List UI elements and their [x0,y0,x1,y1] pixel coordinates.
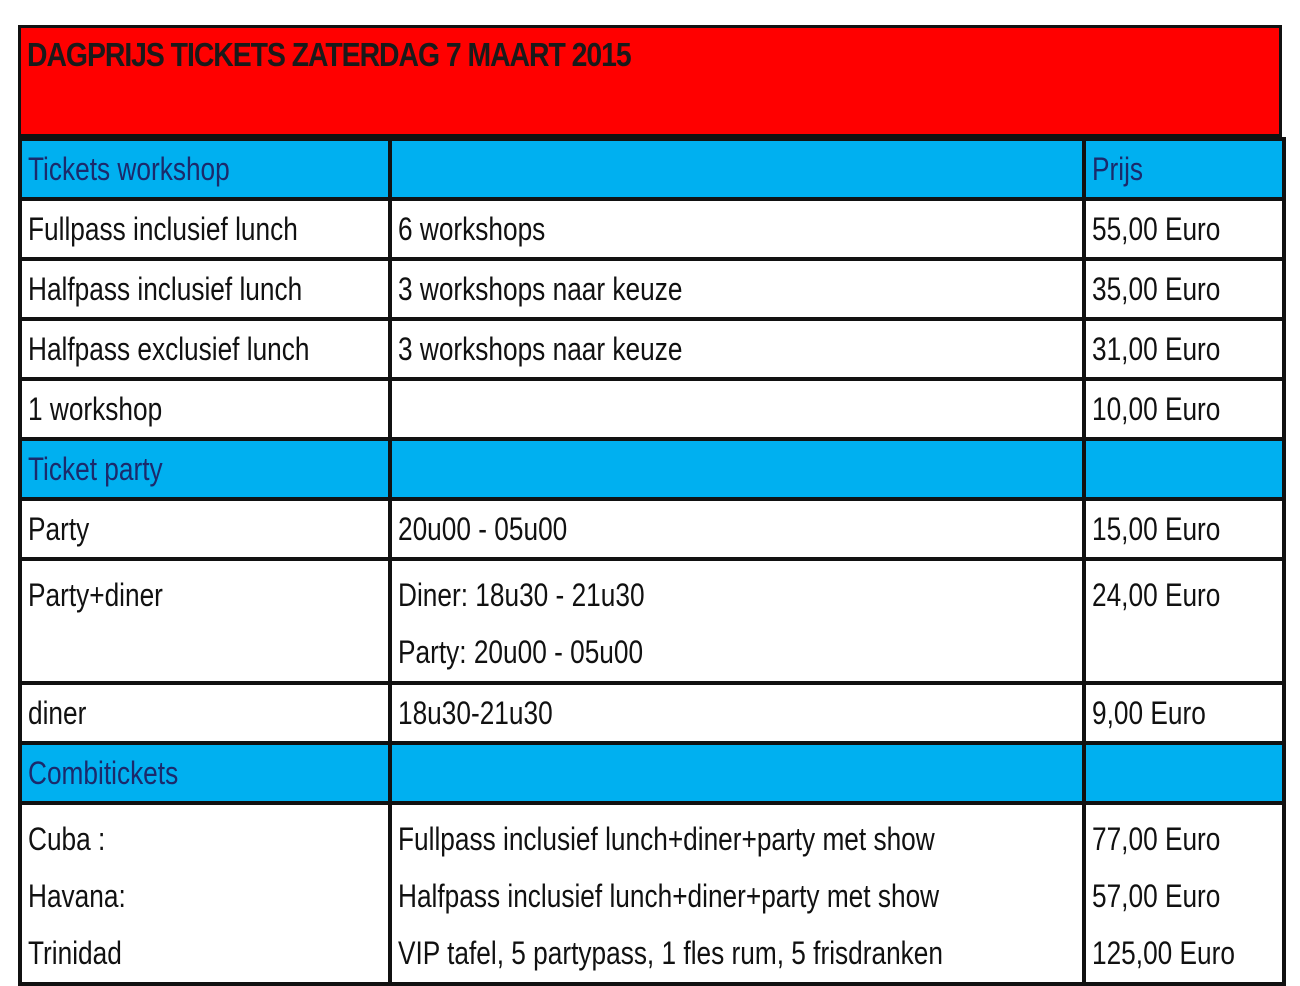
section-description [390,743,1084,803]
table-row [20,259,1284,319]
ticket-name: diner [20,683,390,743]
combi-name: Trinidad [28,935,122,971]
description-line: Party: 20u00 - 05u00 [398,634,644,670]
section-label: Combitickets [20,743,390,803]
combi-names [20,803,390,984]
combi-name: Havana: [28,878,126,914]
section-header-workshop [20,139,1284,199]
ticket-name: Fullpass inclusief lunch [20,199,390,259]
table-row [20,319,1284,379]
page-title: DAGPRIJS TICKETS ZATERDAG 7 MAART 2015 [27,36,631,73]
ticket-price-table [18,137,1286,986]
section-header-combi [20,743,1284,803]
section-description [390,139,1084,199]
ticket-description: 18u30-21u30 [390,683,1084,743]
ticket-name: Party [20,499,390,559]
ticket-name: Party+diner [20,559,390,683]
table-row [20,379,1284,439]
ticket-price: 9,00 Euro [1084,683,1284,743]
table-row [20,803,1284,984]
ticket-description [390,379,1084,439]
description-line: Diner: 18u30 - 21u30 [398,577,645,613]
section-description [390,439,1084,499]
ticket-price: 31,00 Euro [1084,319,1284,379]
section-price [1084,743,1284,803]
ticket-name: 1 workshop [20,379,390,439]
table-row [20,683,1284,743]
combi-description: Halfpass inclusief lunch+diner+party met show [398,878,940,914]
ticket-description: 3 workshops naar keuze [390,319,1084,379]
combi-price: 57,00 Euro [1092,878,1221,914]
combi-prices [1084,803,1284,984]
title-banner [18,25,1282,137]
ticket-price: 35,00 Euro [1084,259,1284,319]
section-header-party [20,439,1284,499]
ticket-name: Halfpass exclusief lunch [20,319,390,379]
ticket-description: 3 workshops naar keuze [390,259,1084,319]
ticket-name: Halfpass inclusief lunch [20,259,390,319]
ticket-price: 55,00 Euro [1084,199,1284,259]
combi-description: VIP tafel, 5 partypass, 1 fles rum, 5 frisdranken [398,935,943,971]
ticket-price: 15,00 Euro [1084,499,1284,559]
ticket-price: 10,00 Euro [1084,379,1284,439]
combi-name: Cuba : [28,821,106,857]
combi-description: Fullpass inclusief lunch+diner+party met show [398,821,935,857]
section-price [1084,439,1284,499]
combi-price: 77,00 Euro [1092,821,1221,857]
combi-descriptions [390,803,1084,984]
section-label: Tickets workshop [20,139,390,199]
combi-price: 125,00 Euro [1092,935,1235,971]
ticket-description [390,559,1084,683]
ticket-description: 20u00 - 05u00 [390,499,1084,559]
section-label: Ticket party [20,439,390,499]
table-row [20,199,1284,259]
table-row [20,559,1284,683]
price-column-header: Prijs [1084,139,1284,199]
table-row [20,499,1284,559]
ticket-price: 24,00 Euro [1084,559,1284,683]
ticket-description: 6 workshops [390,199,1084,259]
